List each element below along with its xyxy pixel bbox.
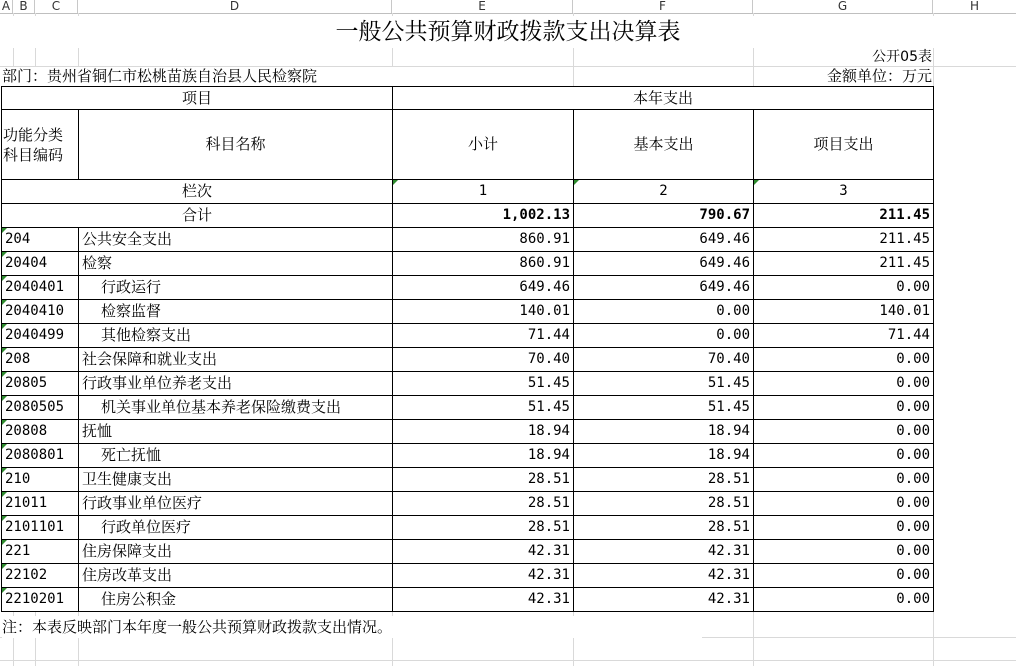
footnote: 注：本表反映部门本年度一般公共预算财政拨款支出情况。 [2,616,702,638]
row-code[interactable]: 2040499 [2,324,79,348]
row-project[interactable]: 0.00 [754,540,934,564]
row-code[interactable]: 2080505 [2,396,79,420]
total-basic[interactable]: 790.67 [574,204,754,228]
header-name[interactable]: 科目名称 [79,110,393,180]
header-current-year[interactable]: 本年支出 [393,87,934,110]
table-row [2,348,934,372]
row-project[interactable]: 0.00 [754,564,934,588]
table-row [2,588,934,612]
row-basic[interactable]: 28.51 [574,492,754,516]
row-project[interactable]: 0.00 [754,396,934,420]
total-subtotal[interactable]: 1,002.13 [393,204,574,228]
row-basic[interactable]: 51.45 [574,396,754,420]
row-basic[interactable]: 70.40 [574,348,754,372]
row-subtotal[interactable]: 28.51 [393,468,574,492]
row-project[interactable]: 211.45 [754,228,934,252]
table-row [2,468,934,492]
row-subtotal[interactable]: 42.31 [393,564,574,588]
row-code[interactable]: 21011 [2,492,79,516]
header-code[interactable]: 功能分类科目编码 [2,110,79,180]
table-row [2,252,934,276]
row-subtotal[interactable]: 860.91 [393,252,574,276]
unit-label: 金额单位：万元 [760,67,932,86]
header-row-1 [2,87,934,110]
column-number-row [2,180,934,204]
row-name[interactable]: 行政运行 [79,276,393,300]
row-code[interactable]: 22102 [2,564,79,588]
header-item[interactable]: 项目 [2,87,393,110]
table-row [2,276,934,300]
row-project[interactable]: 211.45 [754,252,934,276]
row-name[interactable]: 行政事业单位养老支出 [79,372,393,396]
row-project[interactable]: 0.00 [754,420,934,444]
column-header-e[interactable]: E [392,0,573,13]
column-header-a[interactable]: A [0,0,13,13]
column-header-f[interactable]: F [573,0,753,13]
row-code[interactable]: 2210201 [2,588,79,612]
table-row [2,228,934,252]
table-row [2,372,934,396]
row-subtotal[interactable]: 28.51 [393,516,574,540]
row-basic[interactable]: 18.94 [574,444,754,468]
row-code[interactable]: 204 [2,228,79,252]
table-row [2,492,934,516]
row-code[interactable]: 20404 [2,252,79,276]
row-project[interactable]: 0.00 [754,492,934,516]
row-code[interactable]: 2101101 [2,516,79,540]
table-row [2,420,934,444]
header-project[interactable]: 项目支出 [754,110,934,180]
table-row [2,540,934,564]
total-label[interactable]: 合计 [2,204,393,228]
expenditure-table [1,86,934,612]
row-subtotal[interactable]: 51.45 [393,396,574,420]
header-row-2 [2,110,934,180]
row-code[interactable]: 208 [2,348,79,372]
department-label: 部门：贵州省铜仁市松桃苗族自治县人民检察院 [2,67,502,86]
table-row [2,396,934,420]
table-row [2,324,934,348]
row-subtotal[interactable]: 18.94 [393,420,574,444]
total-project[interactable]: 211.45 [754,204,934,228]
row-basic[interactable]: 42.31 [574,564,754,588]
row-project[interactable]: 0.00 [754,444,934,468]
row-basic[interactable]: 51.45 [574,372,754,396]
row-basic[interactable]: 42.31 [574,588,754,612]
row-subtotal[interactable]: 51.45 [393,372,574,396]
row-project[interactable]: 71.44 [754,324,934,348]
column-header-c[interactable]: C [35,0,78,13]
row-subtotal[interactable]: 140.01 [393,300,574,324]
total-row [2,204,934,228]
row-name[interactable]: 住房公积金 [79,588,393,612]
col-no-1[interactable]: 1 [393,180,574,204]
header-subtotal[interactable]: 小计 [393,110,574,180]
row-subtotal[interactable]: 28.51 [393,492,574,516]
column-header-b[interactable]: B [13,0,35,13]
column-header-g[interactable]: G [753,0,933,13]
row-project[interactable]: 0.00 [754,372,934,396]
row-subtotal[interactable]: 18.94 [393,444,574,468]
row-code[interactable]: 2040410 [2,300,79,324]
col-no-2[interactable]: 2 [574,180,754,204]
row-name[interactable]: 社会保障和就业支出 [79,348,393,372]
row-subtotal[interactable]: 70.40 [393,348,574,372]
row-code[interactable]: 210 [2,468,79,492]
row-code[interactable]: 221 [2,540,79,564]
table-row [2,300,934,324]
row-subtotal[interactable]: 71.44 [393,324,574,348]
row-subtotal[interactable]: 42.31 [393,540,574,564]
row-code[interactable]: 20808 [2,420,79,444]
row-name[interactable]: 抚恤 [79,420,393,444]
row-basic[interactable]: 18.94 [574,420,754,444]
col-no-3[interactable]: 3 [754,180,934,204]
table-row [2,444,934,468]
row-name[interactable]: 检察 [79,252,393,276]
header-basic[interactable]: 基本支出 [574,110,754,180]
row-project[interactable]: 0.00 [754,516,934,540]
row-code[interactable]: 2080801 [2,444,79,468]
row-name[interactable]: 其他检察支出 [79,324,393,348]
row-name[interactable]: 检察监督 [79,300,393,324]
row-project[interactable]: 0.00 [754,348,934,372]
row-name[interactable]: 行政事业单位医疗 [79,492,393,516]
row-name[interactable]: 死亡抚恤 [79,444,393,468]
row-name[interactable]: 住房改革支出 [79,564,393,588]
report-title: 一般公共预算财政拨款支出决算表 [0,16,1016,48]
row-code[interactable]: 20805 [2,372,79,396]
row-project[interactable]: 0.00 [754,588,934,612]
row-project[interactable]: 140.01 [754,300,934,324]
row-basic[interactable]: 0.00 [574,324,754,348]
row-basic[interactable]: 649.46 [574,228,754,252]
row-code[interactable]: 2040401 [2,276,79,300]
column-header-d[interactable]: D [78,0,392,13]
row-basic[interactable]: 649.46 [574,252,754,276]
table-row [2,516,934,540]
row-name[interactable]: 卫生健康支出 [79,468,393,492]
row-basic[interactable]: 28.51 [574,516,754,540]
table-row [2,564,934,588]
row-name[interactable]: 机关事业单位基本养老保险缴费支出 [79,396,393,420]
column-header-bar [0,0,1016,14]
row-name[interactable]: 公共安全支出 [79,228,393,252]
column-header-h[interactable]: H [969,0,980,13]
row-basic[interactable]: 649.46 [574,276,754,300]
row-subtotal[interactable]: 649.46 [393,276,574,300]
form-code: 公开05表 [800,48,932,66]
row-name[interactable]: 住房保障支出 [79,540,393,564]
row-name[interactable]: 行政单位医疗 [79,516,393,540]
row-project[interactable]: 0.00 [754,468,934,492]
row-basic[interactable]: 0.00 [574,300,754,324]
row-basic[interactable]: 42.31 [574,540,754,564]
row-basic[interactable]: 28.51 [574,468,754,492]
row-subtotal[interactable]: 860.91 [393,228,574,252]
col-row-label[interactable]: 栏次 [2,180,393,204]
row-subtotal[interactable]: 42.31 [393,588,574,612]
data-rows [2,228,934,612]
row-project[interactable]: 0.00 [754,276,934,300]
